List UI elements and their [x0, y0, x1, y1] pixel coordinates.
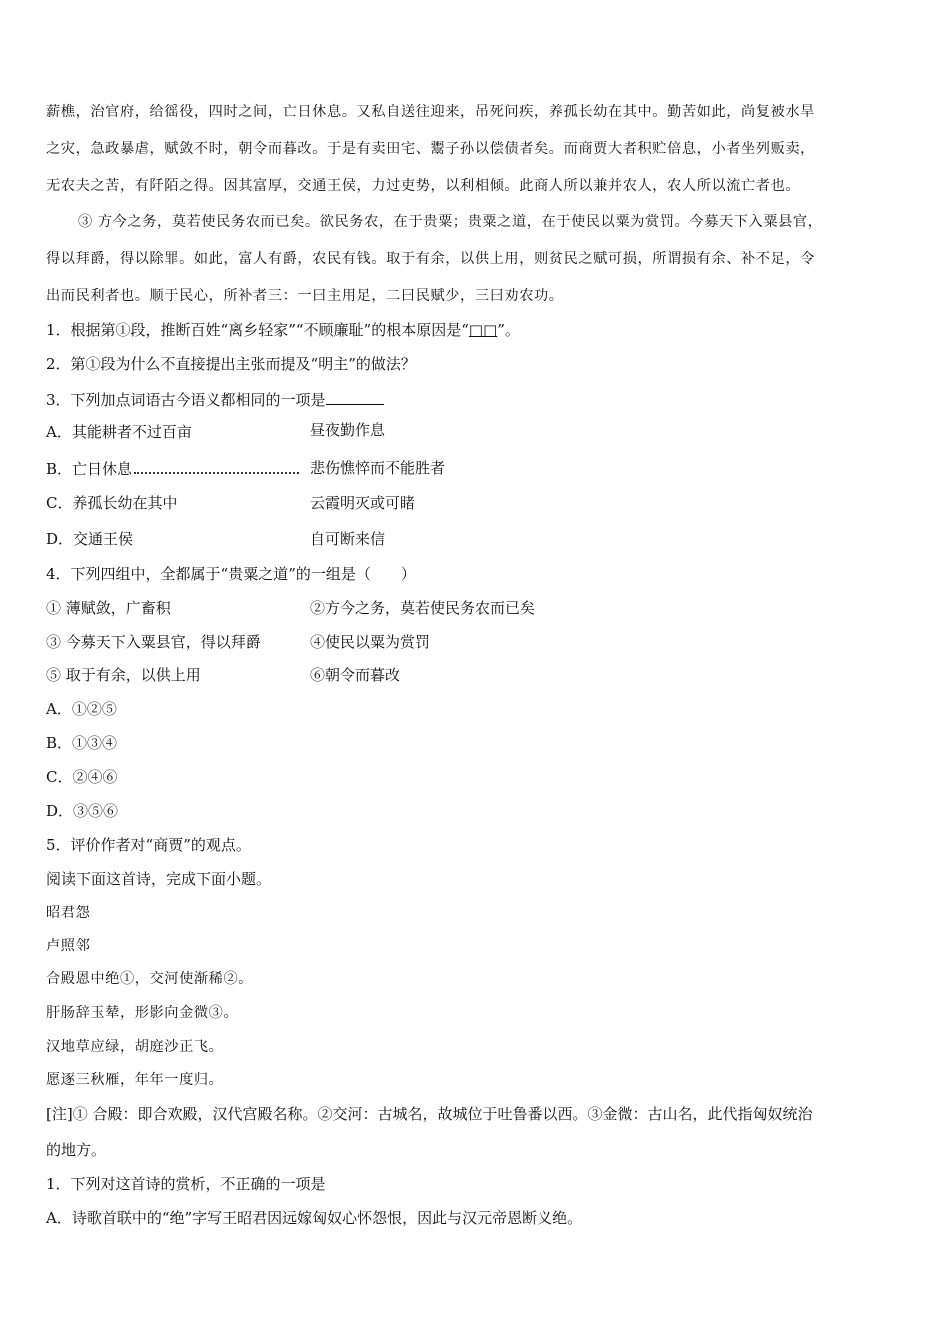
question-1-tail: ”。 [497, 321, 520, 339]
question-4-stem: 4．下列四组中，全都属于“贵粟之道”的一组是（ ） [46, 565, 416, 583]
poem-note: [注]① 合殿：即合欢殿，汉代宫殿名称。②交河：古城名，故城位于吐鲁番以西。③金微：古山名，此代指匈奴统治 [46, 1105, 813, 1123]
sub-question-1: 1．下列对这首诗的赏析，不正确的一项是 [46, 1175, 326, 1193]
q4-choice-c: C．②④⑥ [46, 768, 118, 786]
poem-line: 肝肠辞玉辇，形影向金微③。 [46, 1005, 239, 1021]
poem-author: 卢照邻 [46, 938, 91, 954]
poem-line: 愿逐三秋雁，年年一度归。 [46, 1072, 224, 1088]
passage-paragraph-3: ③ 方今之务，莫若使民务农而已矣。欲民务农，在于贵粟；贵粟之道，在于使民以粟为赏罚。今募天下入粟县官， [78, 214, 823, 230]
answer-blank: □□ [468, 321, 498, 339]
poem-line: 汉地草应绿，胡庭沙正飞。 [46, 1039, 224, 1055]
poem-line: 合殿恩中绝①，交河使渐稀②。 [46, 971, 254, 987]
q3-option-c: C．养孤长幼在其中 [46, 494, 178, 512]
passage-line: 之灾，急政暴虐，赋敛不时，朝令而暮改。于是有卖田宅、鬻子孙以偿债者矣。而商贾大者积贮倍息，小者坐列贩卖， [46, 141, 815, 157]
q3-option-b-text: B．亡日休息 [46, 460, 133, 478]
poem-intro: 阅读下面这首诗，完成下面小题。 [46, 870, 272, 888]
passage-line: 出而民利者也。顺于民心，所补者三：一曰主用足，二曰民赋少，三曰劝农功。 [46, 288, 564, 304]
q3-option-b-right: 悲伤憔悴而不能胜者 [310, 459, 446, 477]
q4-item-2: ②方今之务，莫若使民务农而已矣 [310, 599, 536, 617]
poem-title: 昭君怨 [46, 905, 91, 921]
passage-line: 薪樵，治官府，给徭役，四时之间，亡日休息。又私自送往迎来，吊死问疾，养孤长幼在其中。勤苦如此，尚复被水旱 [46, 104, 815, 120]
question-5: 5．评价作者对“商贾”的观点。 [46, 836, 251, 854]
q3-option-d: D．交通王侯 [46, 530, 134, 548]
question-1 [46, 320, 520, 340]
q4-item-4: ④使民以粟为赏罚 [310, 633, 431, 651]
q3-option-a-right: 昼夜勤作息 [310, 421, 386, 439]
q3-option-c-right: 云霞明灭或可睹 [310, 494, 416, 512]
poem-note-cont: 的地方。 [46, 1141, 107, 1159]
q4-item-3: ③ 今募天下入粟县官，得以拜爵 [46, 633, 261, 651]
q3-option-a: A．其能耕者不过百亩 [46, 423, 192, 441]
passage-line: 得以拜爵，得以除罪。如此，富人有爵，农民有钱。取于有余，以供上用，则贫民之赋可损，所谓损有余、补不足，令 [46, 251, 815, 267]
q4-choice-a: A．①②⑤ [46, 700, 117, 718]
question-3-text: 3．下列加点词语古今语义都相同的一项是 [46, 391, 326, 409]
q4-item-5: ⑤ 取于有余，以供上用 [46, 666, 201, 684]
q4-item-1: ① 薄赋敛，广畜积 [46, 599, 171, 617]
q4-choice-d: D．③⑤⑥ [46, 802, 119, 820]
dotted-emphasis [134, 458, 299, 474]
sub-question-1-option-a: A．诗歌首联中的“绝”字写王昭君因远嫁匈奴心怀怨恨，因此与汉元帝恩断义绝。 [46, 1209, 583, 1227]
q4-choice-b: B．①③④ [46, 734, 118, 752]
q3-option-d-right: 自可断来信 [310, 530, 386, 548]
question-1-stem: 1．根据第①段，推断百姓“离乡轻家”“不顾廉耻”的根本原因是“ [46, 321, 469, 339]
q4-item-6: ⑥朝令而暮改 [310, 666, 401, 684]
question-2: 2．第①段为什么不直接提出主张而提及“明主”的做法？ [46, 355, 416, 373]
q3-option-b [46, 458, 299, 479]
passage-line: 无农夫之苦，有阡陌之得。因其富厚，交通王侯，力过吏势，以利相倾。此商人所以兼并农人，农人所以流亡者也。 [46, 178, 801, 194]
question-3-stem [46, 388, 384, 410]
answer-blank-line [326, 388, 384, 405]
